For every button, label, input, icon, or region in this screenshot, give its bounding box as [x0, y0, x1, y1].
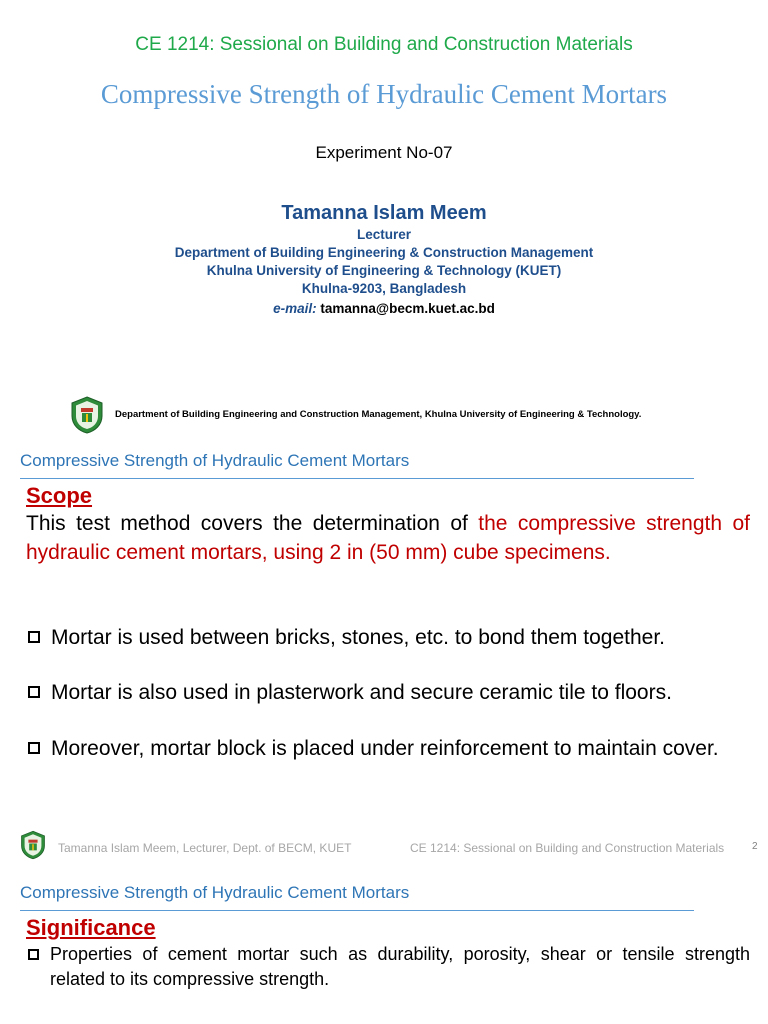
- author-department: Department of Building Engineering & Construction Management: [174, 245, 594, 260]
- checkbox-bullet-icon: [28, 686, 40, 698]
- slide-heading: Compressive Strength of Hydraulic Cement Mortars: [20, 883, 410, 902]
- author-name: Tamanna Islam Meem: [281, 202, 487, 224]
- list-item-text: Mortar is used between bricks, stones, etc. to bond them together.: [51, 626, 665, 649]
- footer-course: CE 1214: Sessional on Building and Construction Materials: [410, 841, 725, 855]
- experiment-number: Experiment No-07: [315, 143, 453, 162]
- email-address: tamanna@becm.kuet.ac.bd: [320, 301, 495, 316]
- author-email: [0, 301, 768, 316]
- list-item-text: Properties of cement mortar such as durability, porosity, shear or tensile strength related to its compressive strength.: [50, 944, 750, 989]
- significance-title: Significance: [26, 915, 156, 940]
- author-city: Khulna-9203, Bangladesh: [301, 281, 467, 296]
- author-role: Lecturer: [356, 227, 412, 242]
- presentation-title: Compressive Strength of Hydraulic Cement Mortars: [100, 79, 668, 109]
- scope-title: Scope: [26, 483, 93, 508]
- scope-text-plain: This test method covers the determination of: [26, 512, 479, 535]
- list-item: [26, 942, 750, 992]
- scope-text: [26, 509, 750, 567]
- email-label: e-mail:: [273, 301, 317, 316]
- checkbox-bullet-icon: [28, 949, 39, 960]
- checkbox-bullet-icon: [28, 631, 40, 643]
- scope-text-highlight: the compressive strength of hydraulic cement mortars, using 2 in (50 mm) cube specimens.: [26, 512, 750, 564]
- list-item: [26, 623, 750, 652]
- course-title: CE 1214: Sessional on Building and Construction Materials: [135, 34, 633, 55]
- page-number: 2: [752, 841, 758, 852]
- slide-heading: Compressive Strength of Hydraulic Cement Mortars: [20, 451, 410, 470]
- checkbox-bullet-icon: [28, 742, 40, 754]
- list-item-text: Mortar is also used in plasterwork and secure ceramic tile to floors.: [51, 681, 672, 704]
- kuet-logo-icon: [20, 830, 46, 860]
- footer-author: Tamanna Islam Meem, Lecturer, Dept. of BECM, KUET: [58, 841, 352, 855]
- list-item: [26, 678, 750, 707]
- heading-divider: [20, 910, 694, 911]
- kuet-logo-icon: [70, 396, 104, 434]
- heading-divider: [20, 478, 694, 479]
- author-university: Khulna University of Engineering & Technology (KUET): [206, 263, 562, 278]
- list-item: [26, 734, 750, 763]
- slide-footer: Department of Building Engineering and Construction Management, Khulna University of Engineering & Technology.: [115, 409, 642, 420]
- list-item-text: Moreover, mortar block is placed under reinforcement to maintain cover.: [51, 737, 719, 760]
